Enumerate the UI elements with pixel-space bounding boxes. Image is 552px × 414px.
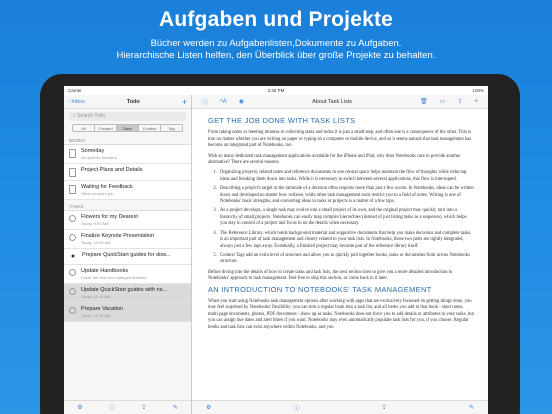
book-icon bbox=[69, 149, 76, 158]
section-heading: GET THE JOB DONE WITH TASK LISTS bbox=[208, 116, 356, 125]
checkbox-circle-icon[interactable] bbox=[69, 288, 76, 295]
list-item: 2. Describing a project's target or the rationale of a decision often requires more than just a few words. In Notebooks, ideas can be written down and developed no matter how verbose, while other task management tools restrict you to a field of notes. Writing is one of Notebooks' basic strengths, and converting ideas to tasks or projects is a matter of a few taps. bbox=[218, 186, 474, 205]
edit-icon[interactable]: ✎ bbox=[468, 405, 474, 411]
tasks-section-header: TASKS bbox=[64, 200, 191, 211]
filter-tag[interactable]: Tag bbox=[168, 126, 175, 131]
search-input[interactable] bbox=[69, 112, 186, 121]
item-title: Finalize Keynote Presentation bbox=[81, 233, 155, 239]
sort-filter-segment bbox=[72, 124, 183, 132]
list-item[interactable] bbox=[64, 211, 191, 230]
list-item[interactable] bbox=[64, 265, 191, 284]
document-content[interactable] bbox=[192, 109, 488, 400]
list-title: Todo bbox=[126, 98, 140, 105]
item-title: Update QuickStart guides with ne... bbox=[81, 287, 168, 293]
back-label: Inbox bbox=[71, 98, 85, 105]
dot-icon: ● bbox=[70, 253, 76, 260]
back-button[interactable]: ‹ Inbox bbox=[68, 98, 85, 105]
filter-all[interactable]: All bbox=[73, 125, 95, 131]
add-icon[interactable]: + bbox=[181, 96, 187, 107]
share-icon[interactable]: ⇪ bbox=[141, 405, 147, 411]
left-bottom-toolbar bbox=[64, 400, 191, 414]
left-nav-bar bbox=[64, 95, 191, 109]
info-icon[interactable]: ⓘ bbox=[108, 406, 115, 412]
item-title: Someday bbox=[81, 148, 105, 154]
item-title: Prepare Vacation bbox=[81, 306, 124, 312]
text-format-icon[interactable]: ᴬA bbox=[220, 98, 227, 105]
promo-subtitle-line1: Bücher werden zu Aufgabenlisten,Dokumente zu Aufgaben. bbox=[150, 38, 402, 49]
paragraph: From taking notes or meeting minutes to collecting tasks and todos it is just a small step, and often one is a consequence of the other. This is true no matter whether you are writing on paper or typing on a computer or mobile device, and so it seems natural that task management has become an integrated part of Notebooks, too. bbox=[208, 130, 472, 149]
list-item[interactable] bbox=[64, 145, 191, 164]
list-item[interactable] bbox=[64, 284, 191, 303]
promo-subtitle-line2: Hierarchische Listen helfen, den Überblick über große Projekte zu behalten. bbox=[116, 50, 436, 61]
filter-created[interactable]: Created bbox=[95, 125, 117, 131]
camera-icon[interactable]: ◉ bbox=[238, 99, 244, 105]
right-bottom-toolbar bbox=[192, 400, 488, 414]
item-title: Flowers for my Dearest bbox=[81, 214, 138, 220]
battery-label: 100% bbox=[472, 88, 484, 93]
filter-date[interactable]: Date bbox=[117, 125, 139, 131]
document-title: About Task Lists bbox=[312, 98, 353, 105]
item-title: Waiting for Feedback bbox=[81, 184, 133, 190]
item-subtitle: Today, 9:00 AM bbox=[81, 221, 109, 226]
item-title: Project Plans and Details bbox=[81, 167, 143, 173]
promo-title: Aufgaben und Projekte bbox=[158, 8, 394, 31]
clock: 3:36 PM bbox=[267, 88, 285, 93]
info-icon[interactable]: ⓘ bbox=[202, 100, 209, 106]
list-item: 5. Context Tags add an extra level of structure and allow you to quickly pull together books, tasks or documents from across Notebooks structure. bbox=[218, 253, 474, 266]
ipad-screen bbox=[64, 86, 488, 414]
share-icon[interactable]: ⇪ bbox=[457, 99, 463, 105]
item-title: Update Handbooks bbox=[81, 268, 129, 274]
paragraph: Before diving into the details of how to create tasks and task lists, the next section tries to give you a more detailed introduction to Notebooks' approach to task management. Feel free to skip this section, or come back to it later. bbox=[208, 269, 453, 282]
share-icon[interactable]: ⇪ bbox=[381, 405, 387, 411]
list-item: 4. The Reference Library, which holds background material and supportive documents that help you make decisions and complete tasks, is an important part of task management and closely related to your task lists. In Notebooks, those two parts are tightly integrated, always just a few taps away. Eventually, a finished project may become part of the reference library itself. bbox=[218, 231, 474, 250]
list-item[interactable] bbox=[64, 181, 191, 200]
list-item[interactable] bbox=[64, 303, 191, 322]
trash-icon[interactable]: 🗑 bbox=[420, 99, 428, 105]
info-icon[interactable]: ⓘ bbox=[293, 406, 300, 412]
status-bar bbox=[64, 86, 488, 95]
settings-icon[interactable]: ⚙ bbox=[77, 405, 83, 411]
list-item[interactable] bbox=[64, 230, 191, 249]
document-pane bbox=[192, 95, 488, 414]
carrier-label: Carrier bbox=[68, 88, 82, 93]
item-title: Prepare QuickStart guides for dow... bbox=[82, 252, 171, 258]
list-item: 3. As a project develops, a single task may evolve into a small project of its own, and the original project may quickly turn into a hierarchy of small projects. Notebooks can easily map complex hierarchies (instead of just listing tasks as a sequence), which helps you stay in control of a project and focus in on the details when necessary. bbox=[218, 208, 474, 227]
books-section-header: BOOKS bbox=[64, 134, 191, 145]
item-subtitle: Today, 11:00 AM bbox=[81, 313, 111, 318]
item-subtitle: No specific deadline bbox=[81, 155, 117, 160]
task-list-pane bbox=[64, 95, 192, 414]
reasons-list bbox=[208, 170, 474, 265]
document-toolbar bbox=[192, 95, 488, 109]
book-icon bbox=[69, 168, 76, 177]
checkbox-circle-icon[interactable] bbox=[69, 269, 76, 276]
checkbox-circle-icon[interactable] bbox=[69, 234, 76, 241]
item-subtitle: Today, 10:00 AM bbox=[81, 240, 111, 245]
item-subtitle: Today, 11:00 AM bbox=[81, 294, 111, 299]
promo-subtitle bbox=[0, 38, 552, 62]
item-subtitle: Cover the new and changed features bbox=[81, 275, 147, 280]
paragraph: When you start using Notebooks task management options after working with apps that are exclusively focussed on getting things done, you may feel surprised by Notebooks' flexibility: you can turn a regular book into a task list, and all items you add to that book - short notes, multi page documents, photos, PDF documents - show up as tasks. Notebooks does not force you to add details or attributes to your tasks, but you can assign due dates and alert times if you want. Notebooks may even automatically populate task lists for you, if you choose. Regular books and task lists can exist anywhere within Notebooks, and you bbox=[208, 298, 474, 330]
list-item[interactable] bbox=[64, 164, 191, 181]
folder-icon[interactable]: ▭ bbox=[439, 99, 446, 105]
gear-icon[interactable]: ⚙ bbox=[206, 405, 212, 411]
add-icon[interactable]: + bbox=[474, 98, 478, 105]
list-item: 1. Organizing projects, related notes and reference documents in one central space helps maintain the flow of thoughts while reducing ideas and breaking them down into tasks. While it is necessary to switch between several applications, this flow is interrupted. bbox=[218, 170, 474, 183]
filter-context[interactable]: Context bbox=[139, 125, 161, 131]
list-item[interactable] bbox=[64, 249, 191, 265]
search-placeholder: Search Todo bbox=[77, 113, 106, 119]
edit-icon[interactable]: ✎ bbox=[172, 405, 178, 411]
item-subtitle: Other people's job bbox=[81, 191, 114, 196]
checkbox-circle-icon[interactable] bbox=[69, 215, 76, 222]
book-icon bbox=[69, 185, 76, 194]
section-heading: AN INTRODUCTION TO NOTEBOOKS' TASK MANAGEMENT bbox=[208, 284, 432, 294]
checkbox-circle-icon[interactable] bbox=[69, 307, 76, 314]
search-icon: ⌕ bbox=[73, 113, 76, 119]
paragraph: With so many dedicated task management applications available for the iPhone and iPad, why does Notebooks care to provide another alternative? There are several reasons. bbox=[208, 153, 461, 166]
